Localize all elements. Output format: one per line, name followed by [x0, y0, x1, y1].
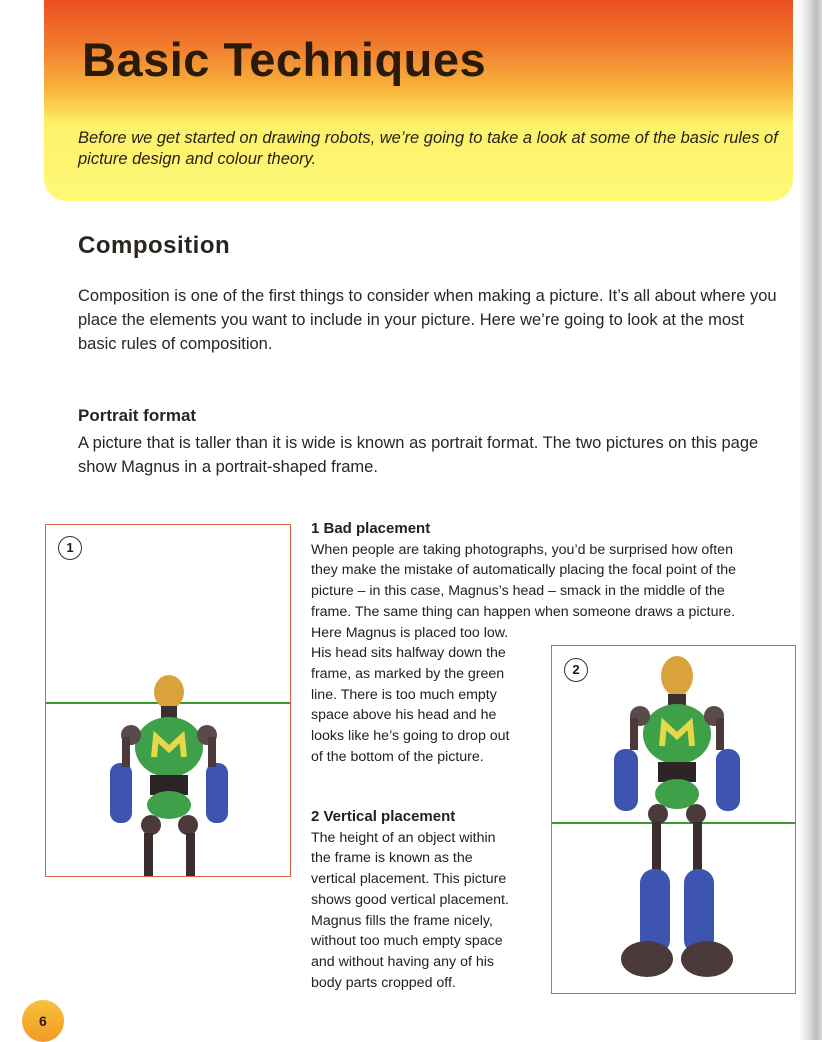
robot-illustration — [106, 675, 231, 877]
section-heading: 1 Bad placement — [311, 520, 431, 537]
section-line: of the bottom of the picture. — [311, 748, 484, 765]
section-line: space above his head and he — [311, 707, 497, 724]
section-line: When people are taking photographs, you’d be surprised how often — [311, 541, 733, 558]
section-line: shows good vertical placement. — [311, 891, 509, 908]
section-line: frame. The same thing can happen when someone draws a picture. — [311, 603, 736, 620]
figure-1-frame — [45, 524, 291, 877]
section-line: without too much empty space — [311, 933, 503, 950]
composition-body: Composition is one of the first things to consider when making a picture. It’s all about where you place the elements you want to include in your picture. Here we’re going to look at the most basic rules of composition. — [78, 287, 777, 353]
section-line: looks like he’s going to drop out — [311, 728, 510, 745]
section-line: they make the mistake of automatically placing the focal point of the — [311, 562, 737, 579]
page-number: 6 — [39, 1013, 47, 1029]
portrait-body: A picture that is taller than it is wide is known as portrait format. The two pictures on this page show Magnus in a portrait-shaped frame. — [78, 434, 759, 476]
intro-text: Before we get started on drawing robots, we’re going to take a look at some of the basic rules of picture design and colour theory. — [78, 129, 778, 168]
section-line: line. There is too much empty — [311, 686, 497, 703]
page-number-badge — [22, 1000, 64, 1042]
section-line: frame, as marked by the green — [311, 665, 505, 682]
page-title: Basic Techniques — [82, 33, 487, 86]
section-line: Magnus fills the frame nicely, — [311, 912, 493, 929]
section-line: The height of an object within — [311, 829, 496, 846]
section-vertical-placement — [311, 807, 541, 993]
section-line: vertical placement. This picture — [311, 871, 507, 888]
composition-heading: Composition — [78, 232, 231, 259]
section-line: body parts cropped off. — [311, 974, 456, 991]
section-line: His head sits halfway down the — [311, 645, 506, 662]
section-bad-placement — [311, 519, 781, 767]
header-banner — [44, 0, 793, 201]
figure-number: 2 — [564, 658, 588, 682]
section-heading: 2 Vertical placement — [311, 808, 456, 825]
figure-number: 1 — [58, 536, 82, 560]
portrait-heading: Portrait format — [78, 406, 197, 425]
section-line: the frame is known as the — [311, 850, 473, 867]
section-line: picture – in this case, Magnus’s head – smack in the middle of the — [311, 583, 725, 600]
section-line: and without having any of his — [311, 953, 494, 970]
section-line: Here Magnus is placed too low. — [311, 624, 509, 641]
page-edge-shadow — [798, 0, 822, 1040]
